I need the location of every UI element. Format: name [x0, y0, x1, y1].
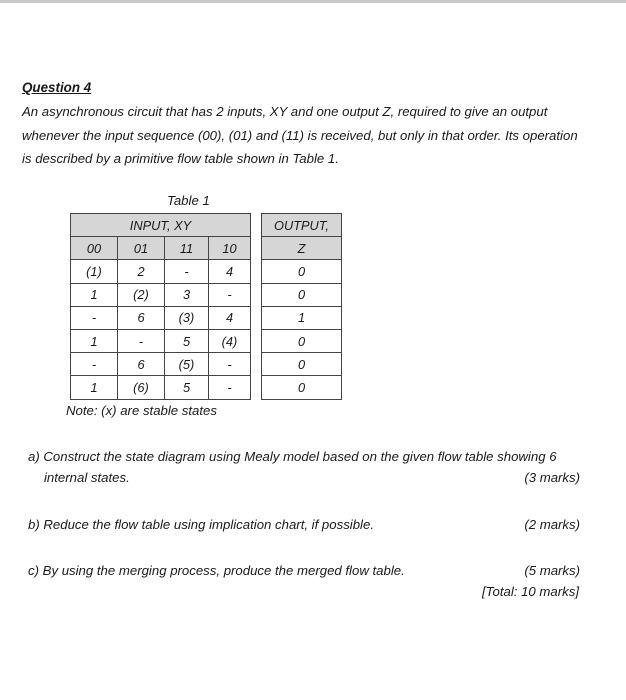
table-cell: - — [209, 376, 251, 399]
part-c-text: c) By using the merging process, produce the merged flow table. — [28, 563, 405, 578]
table-row — [71, 283, 342, 306]
table-cell: (3) — [165, 306, 209, 329]
part-b — [28, 517, 580, 532]
output-cell: 0 — [262, 329, 342, 352]
top-rule — [0, 0, 626, 3]
table-cell: - — [209, 283, 251, 306]
output-cell: 0 — [262, 376, 342, 399]
table-header-row — [71, 214, 342, 237]
input-header: INPUT, XY — [71, 214, 251, 237]
table-row — [71, 260, 342, 283]
column-gap — [251, 353, 262, 376]
table-cell: (4) — [209, 329, 251, 352]
table-cell: - — [165, 260, 209, 283]
table-row — [71, 376, 342, 399]
table-cell: 1 — [71, 283, 118, 306]
part-b-text: b) Reduce the flow table using implication chart, if possible. — [28, 517, 374, 532]
column-gap — [251, 214, 262, 237]
part-c — [28, 563, 580, 578]
column-gap — [251, 260, 262, 283]
table-cell: (6) — [118, 376, 165, 399]
table-cell: 6 — [118, 306, 165, 329]
table-cell: 1 — [71, 376, 118, 399]
part-b-marks: (2 marks) — [524, 517, 580, 532]
table-cell: 4 — [209, 260, 251, 283]
column-header-z: Z — [262, 237, 342, 260]
column-gap — [251, 306, 262, 329]
part-a-text: a) Construct the state diagram using Mealy model based on the given flow table showing 6 — [28, 449, 557, 464]
table-cell: 1 — [71, 329, 118, 352]
column-gap — [251, 283, 262, 306]
paragraph-line: whenever the input sequence (00), (01) and (11) is received, but only in that order. Its operation — [22, 127, 578, 143]
column-gap — [251, 237, 262, 260]
table-cell: 2 — [118, 260, 165, 283]
table-cell: 3 — [165, 283, 209, 306]
part-c-marks: (5 marks) — [524, 563, 580, 578]
table-cell: (5) — [165, 353, 209, 376]
column-header-10: 10 — [209, 237, 251, 260]
flow-table — [70, 213, 342, 400]
table-note: Note: (x) are stable states — [66, 403, 217, 418]
output-cell: 0 — [262, 353, 342, 376]
output-cell: 0 — [262, 283, 342, 306]
table-cell: 5 — [165, 329, 209, 352]
table-cell: - — [71, 353, 118, 376]
column-header-11: 11 — [165, 237, 209, 260]
table-subheader-row — [71, 237, 342, 260]
column-gap — [251, 376, 262, 399]
output-cell: 0 — [262, 260, 342, 283]
output-header: OUTPUT, — [262, 214, 342, 237]
column-header-00: 00 — [71, 237, 118, 260]
table-cell: - — [209, 353, 251, 376]
question-paragraph — [22, 100, 594, 171]
table-row — [71, 329, 342, 352]
part-a-marks: (3 marks) — [524, 470, 580, 485]
question-heading: Question 4 — [22, 80, 92, 95]
part-a — [28, 449, 580, 485]
table-cell: (1) — [71, 260, 118, 283]
part-a-text-cont: internal states. — [44, 470, 130, 485]
paragraph-line: is described by a primitive flow table shown in Table 1. — [22, 151, 339, 166]
column-gap — [251, 329, 262, 352]
column-header-01: 01 — [118, 237, 165, 260]
table-caption: Table 1 — [167, 193, 210, 208]
total-marks: [Total: 10 marks] — [482, 584, 579, 599]
table-row — [71, 353, 342, 376]
table-cell: - — [71, 306, 118, 329]
table-cell: - — [118, 329, 165, 352]
paragraph-line: An asynchronous circuit that has 2 inputs, XY and one output Z, required to give an output — [22, 104, 548, 119]
output-cell: 1 — [262, 306, 342, 329]
table-cell: 5 — [165, 376, 209, 399]
table-cell: 6 — [118, 353, 165, 376]
table-cell: (2) — [118, 283, 165, 306]
table-row — [71, 306, 342, 329]
table-cell: 4 — [209, 306, 251, 329]
